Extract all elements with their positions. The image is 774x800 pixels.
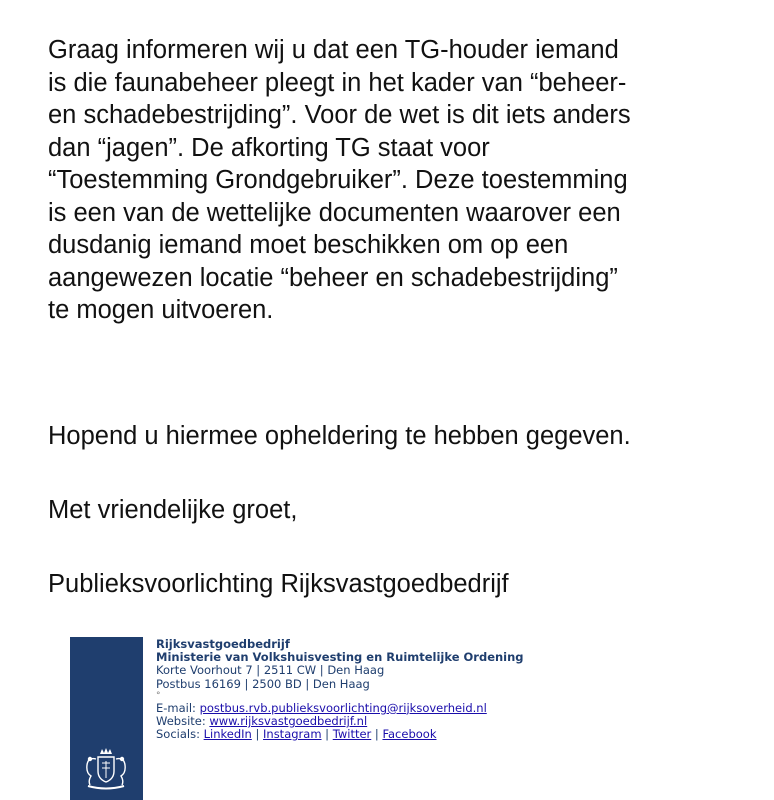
greeting: Met vriendelijke groet,: [48, 496, 298, 524]
email-label: E-mail:: [156, 700, 200, 715]
social-link-linkedin[interactable]: LinkedIn: [203, 727, 252, 742]
email-link[interactable]: postbus.rvb.publieksvoorlichting@rijksoverheid.nl: [199, 700, 487, 715]
socials-label: Socials:: [156, 727, 204, 742]
coat-of-arms-icon: [78, 745, 134, 793]
website-link[interactable]: www.rijksvastgoedbedrijf.nl: [209, 714, 368, 729]
email-signature: [70, 637, 630, 800]
sender-name: Publieksvoorlichting Rijksvastgoedbedrijf: [48, 570, 509, 598]
signature-address-visit: Korte Voorhout 7 | 2511 CW | Den Haag: [156, 663, 385, 678]
paragraph-main: Graag informeren wij u dat een TG-houder iemand is die faunabeheer pleegt in het kader van “beheer- en schadebestrijding”. Voor de wet is dit iets anders dan “jagen”. De afkorting TG staat voor “Toestemming Grondgebruiker”. Deze toestemming is een van de wettelijke documenten waarover een dusdanig iemand moet beschikken om op een aangewezen locatie “beheer en schadebestrijding” te mogen uitvoeren.: [48, 36, 631, 324]
separator: |: [321, 727, 333, 742]
signature-org-name: Rijksvastgoedbedrijf: [156, 637, 290, 651]
signature-details: [156, 638, 524, 741]
signature-socials-row: [156, 728, 524, 741]
social-link-twitter[interactable]: Twitter: [332, 727, 372, 742]
separator: |: [251, 727, 264, 742]
rijksoverheid-logo: [70, 637, 143, 800]
signature-address-postbus: Postbus 16169 | 2500 BD | Den Haag: [156, 676, 370, 691]
separator: |: [371, 727, 383, 742]
social-link-instagram[interactable]: Instagram: [263, 727, 322, 742]
paragraph-closing: Hopend u hiermee opheldering te hebben gegeven.: [48, 422, 631, 450]
email-body: [48, 34, 748, 598]
website-label: Website:: [156, 714, 210, 729]
signature-spacer-mark: °: [156, 690, 161, 701]
social-link-facebook[interactable]: Facebook: [382, 727, 437, 742]
signature-ministry: Ministerie van Volkshuisvesting en Ruimtelijke Ordening: [156, 650, 524, 665]
